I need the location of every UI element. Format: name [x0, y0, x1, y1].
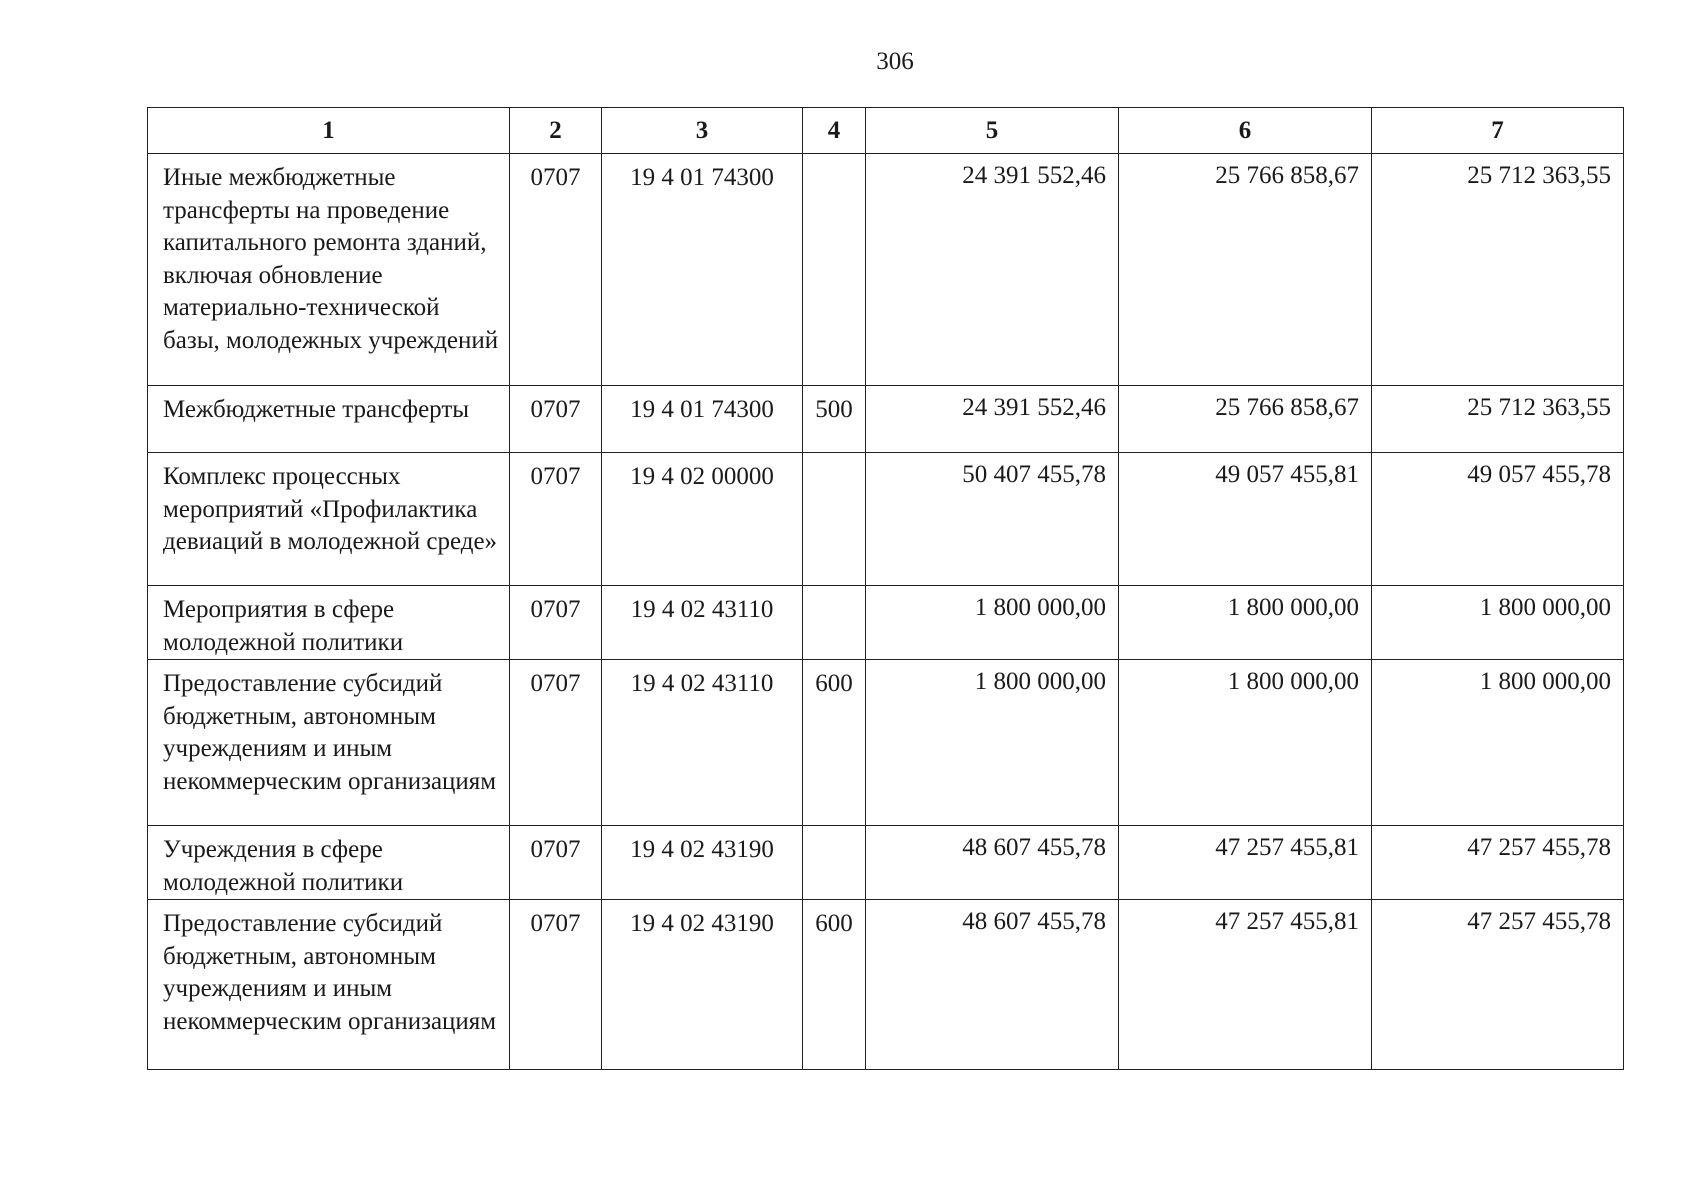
row-sum-3: 47 257 455,78: [1372, 826, 1624, 900]
row-sum-2: 1 800 000,00: [1119, 586, 1372, 660]
table-row: [148, 386, 1624, 453]
row-name: Иные межбюджетные трансферты на проведение капитального ремонта зданий, включая обновление материально-технической базы, молодежных учреждений: [148, 154, 510, 386]
row-section: 0707: [510, 453, 602, 586]
row-sum-3: 25 712 363,55: [1372, 386, 1624, 453]
row-sum-3: 49 057 455,78: [1372, 453, 1624, 586]
row-expense-type: [803, 586, 866, 660]
row-section: 0707: [510, 154, 602, 386]
row-section: 0707: [510, 386, 602, 453]
row-target-article: 19 4 02 43110: [602, 660, 803, 826]
row-section: 0707: [510, 900, 602, 1070]
row-sum-2: 49 057 455,81: [1119, 453, 1372, 586]
row-name: Учреждения в сфере молодежной политики: [148, 826, 510, 900]
row-expense-type: [803, 154, 866, 386]
row-sum-2: 25 766 858,67: [1119, 154, 1372, 386]
row-section: 0707: [510, 586, 602, 660]
table-row: [148, 586, 1624, 660]
row-name: Мероприятия в сфере молодежной политики: [148, 586, 510, 660]
row-name: Предоставление субсидий бюджетным, автономным учреждениям и иным некоммерческим организациям: [148, 660, 510, 826]
header-col-5: 5: [866, 108, 1119, 154]
row-target-article: 19 4 02 43190: [602, 900, 803, 1070]
row-sum-1: 48 607 455,78: [866, 826, 1119, 900]
row-target-article: 19 4 01 74300: [602, 386, 803, 453]
row-sum-3: 1 800 000,00: [1372, 660, 1624, 826]
table-row: [148, 900, 1624, 1070]
row-sum-3: 1 800 000,00: [1372, 586, 1624, 660]
row-sum-3: 47 257 455,78: [1372, 900, 1624, 1070]
row-sum-1: 1 800 000,00: [866, 660, 1119, 826]
row-section: 0707: [510, 826, 602, 900]
row-sum-1: 24 391 552,46: [866, 386, 1119, 453]
header-col-2: 2: [510, 108, 602, 154]
row-name: Предоставление субсидий бюджетным, автономным учреждениям и иным некоммерческим организациям: [148, 900, 510, 1070]
header-col-6: 6: [1119, 108, 1372, 154]
header-col-3: 3: [602, 108, 803, 154]
row-target-article: 19 4 02 00000: [602, 453, 803, 586]
row-expense-type: 600: [803, 660, 866, 826]
row-expense-type: [803, 453, 866, 586]
row-expense-type: 500: [803, 386, 866, 453]
header-col-7: 7: [1372, 108, 1624, 154]
row-sum-1: 24 391 552,46: [866, 154, 1119, 386]
table-row: [148, 660, 1624, 826]
header-row: [148, 108, 1624, 154]
row-sum-1: 48 607 455,78: [866, 900, 1119, 1070]
row-sum-3: 25 712 363,55: [1372, 154, 1624, 386]
budget-table: [147, 107, 1624, 1070]
header-col-4: 4: [803, 108, 866, 154]
row-sum-1: 50 407 455,78: [866, 453, 1119, 586]
row-target-article: 19 4 01 74300: [602, 154, 803, 386]
row-sum-2: 1 800 000,00: [1119, 660, 1372, 826]
row-sum-1: 1 800 000,00: [866, 586, 1119, 660]
table-row: [148, 453, 1624, 586]
table-row: [148, 826, 1624, 900]
row-name: Межбюджетные трансферты: [148, 386, 510, 453]
row-expense-type: [803, 826, 866, 900]
row-sum-2: 25 766 858,67: [1119, 386, 1372, 453]
row-target-article: 19 4 02 43190: [602, 826, 803, 900]
row-section: 0707: [510, 660, 602, 826]
row-sum-2: 47 257 455,81: [1119, 826, 1372, 900]
table-row: [148, 154, 1624, 386]
header-col-1: 1: [148, 108, 510, 154]
row-expense-type: 600: [803, 900, 866, 1070]
row-name: Комплекс процессных мероприятий «Профилактика девиаций в молодежной среде»: [148, 453, 510, 586]
row-target-article: 19 4 02 43110: [602, 586, 803, 660]
row-sum-2: 47 257 455,81: [1119, 900, 1372, 1070]
page-number: 306: [876, 48, 914, 75]
